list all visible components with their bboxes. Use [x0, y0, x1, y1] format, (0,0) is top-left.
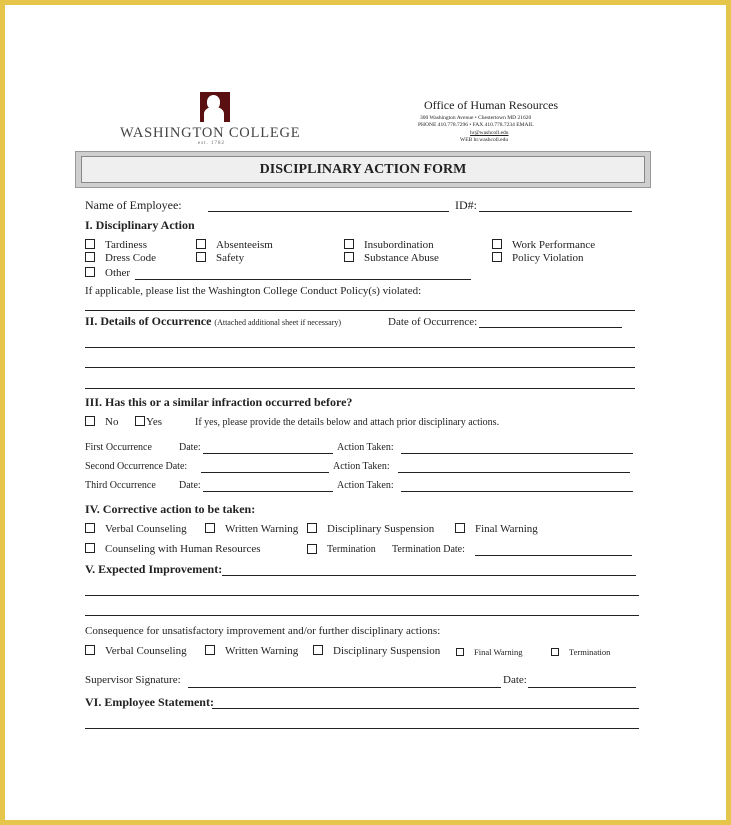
second-occurrence-label: Second Occurrence Date: — [85, 461, 188, 472]
improvement-field[interactable] — [222, 575, 636, 576]
consequence-label: Consequence for unsatisfactory improvement and/or further disciplinary actions: — [85, 625, 441, 637]
consequence-verbal-counseling[interactable]: Verbal Counseling — [85, 645, 187, 657]
college-name: WASHINGTON COLLEGE — [120, 125, 301, 141]
checkbox-icon[interactable] — [85, 543, 95, 553]
form-title: DISCIPLINARY ACTION FORM — [81, 156, 645, 183]
checkbox-icon[interactable] — [85, 239, 95, 249]
first-date-field[interactable] — [203, 453, 333, 454]
section4-heading: IV. Corrective action to be taken: — [85, 502, 256, 516]
employee-name-field[interactable] — [208, 211, 449, 212]
checkbox-icon[interactable] — [85, 523, 95, 533]
option-absenteeism[interactable]: Absenteeism — [196, 239, 273, 251]
option-work-performance[interactable]: Work Performance — [492, 239, 595, 251]
checkbox-icon[interactable] — [344, 252, 354, 262]
option-substance-abuse[interactable]: Substance Abuse — [344, 252, 439, 264]
section2-heading: II. Details of Occurrence (Attached additional sheet if necessary) — [85, 314, 342, 328]
corrective-termination[interactable]: Termination — [307, 544, 376, 555]
first-action-label: Action Taken: — [337, 442, 394, 453]
supervisor-signature-field[interactable] — [188, 687, 501, 688]
consequence-final-warning[interactable]: Final Warning — [456, 647, 523, 657]
policy-note: If applicable, please list the Washington College Conduct Policy(s) violated: — [85, 285, 422, 297]
section1-heading: I. Disciplinary Action — [85, 218, 195, 232]
third-occurrence-label: Third Occurrence — [85, 480, 156, 491]
checkbox-icon[interactable] — [492, 239, 502, 249]
details-line[interactable] — [85, 347, 635, 348]
section6-heading: VI. Employee Statement: — [85, 695, 214, 709]
policy-field[interactable] — [85, 310, 635, 311]
employee-name-label: Name of Employee: — [85, 198, 182, 212]
other-field[interactable] — [135, 279, 471, 280]
section3-heading: III. Has this or a similar infraction occurred before? — [85, 395, 353, 409]
third-date-field[interactable] — [203, 491, 333, 492]
option-yes[interactable]: Yes — [135, 416, 162, 428]
checkbox-icon[interactable] — [196, 239, 206, 249]
checkbox-icon[interactable] — [313, 645, 323, 655]
office-name: Office of Human Resources — [424, 98, 559, 112]
improvement-line[interactable] — [85, 595, 639, 596]
second-action-label: Action Taken: — [333, 461, 390, 472]
checkbox-icon[interactable] — [85, 252, 95, 262]
option-insubordination[interactable]: Insubordination — [344, 239, 434, 251]
form-title-box — [75, 151, 651, 188]
checkbox-icon[interactable] — [492, 252, 502, 262]
form-page — [5, 5, 726, 820]
checkbox-icon[interactable] — [307, 544, 317, 554]
second-date-field[interactable] — [201, 472, 329, 473]
prior-instruction: If yes, please provide the details below and attach prior disciplinary actions. — [195, 417, 500, 428]
third-action-label: Action Taken: — [337, 480, 394, 491]
checkbox-icon[interactable] — [205, 645, 215, 655]
supervisor-signature-label: Supervisor Signature: — [85, 674, 181, 686]
first-date-label: Date: — [179, 442, 201, 453]
details-line[interactable] — [85, 388, 635, 389]
option-tardiness[interactable]: Tardiness — [85, 239, 147, 251]
third-action-field[interactable] — [401, 491, 633, 492]
option-policy-violation[interactable]: Policy Violation — [492, 252, 584, 264]
checkbox-icon[interactable] — [196, 252, 206, 262]
corrective-disciplinary-suspension[interactable]: Disciplinary Suspension — [307, 523, 434, 535]
second-action-field[interactable] — [398, 472, 630, 473]
office-web[interactable]: WEB hr.washcoll.edu — [460, 137, 509, 143]
office-phone: PHONE 410.778.7296 • FAX 410.778.7234 EMAIL — [418, 122, 534, 128]
checkbox-icon[interactable] — [551, 648, 559, 656]
section5-heading: V. Expected Improvement: — [85, 562, 223, 576]
termination-date-label: Termination Date: — [392, 544, 465, 555]
details-line[interactable] — [85, 367, 635, 368]
checkbox-icon[interactable] — [205, 523, 215, 533]
checkbox-icon[interactable] — [85, 267, 95, 277]
checkbox-icon[interactable] — [344, 239, 354, 249]
checkbox-icon[interactable] — [455, 523, 465, 533]
checkbox-icon[interactable] — [135, 416, 145, 426]
office-address: 300 Washington Avenue • Chestertown MD 21620 — [420, 115, 532, 121]
checkbox-icon[interactable] — [85, 645, 95, 655]
office-email[interactable]: hr@washcoll.edu — [470, 130, 509, 136]
supervisor-date-field[interactable] — [528, 687, 636, 688]
employee-statement-line[interactable] — [85, 728, 639, 729]
consequence-disciplinary-suspension[interactable]: Disciplinary Suspension — [313, 645, 440, 657]
employee-id-label: ID#: — [455, 198, 477, 212]
corrective-final-warning[interactable]: Final Warning — [455, 523, 538, 535]
termination-date-field[interactable] — [475, 555, 632, 556]
option-safety[interactable]: Safety — [196, 252, 244, 264]
third-date-label: Date: — [179, 480, 201, 491]
college-est: est. 1782 — [198, 141, 226, 146]
first-occurrence-label: First Occurrence — [85, 442, 152, 453]
first-action-field[interactable] — [401, 453, 633, 454]
corrective-verbal-counseling[interactable]: Verbal Counseling — [85, 523, 187, 535]
checkbox-icon[interactable] — [307, 523, 317, 533]
corrective-hr-counseling[interactable]: Counseling with Human Resources — [85, 543, 261, 555]
option-dress-code[interactable]: Dress Code — [85, 252, 156, 264]
consequence-written-warning[interactable]: Written Warning — [205, 645, 298, 657]
college-logo-icon — [200, 92, 230, 122]
employee-id-field[interactable] — [479, 211, 632, 212]
checkbox-icon[interactable] — [85, 416, 95, 426]
supervisor-date-label: Date: — [503, 674, 527, 686]
improvement-line[interactable] — [85, 615, 639, 616]
option-other[interactable]: Other — [85, 267, 130, 279]
occurrence-date-field[interactable] — [479, 327, 622, 328]
consequence-termination[interactable]: Termination — [551, 647, 610, 657]
employee-statement-field[interactable] — [212, 708, 639, 709]
occurrence-date-label: Date of Occurrence: — [388, 316, 478, 328]
option-no[interactable]: No — [85, 416, 118, 428]
checkbox-icon[interactable] — [456, 648, 464, 656]
corrective-written-warning[interactable]: Written Warning — [205, 523, 298, 535]
